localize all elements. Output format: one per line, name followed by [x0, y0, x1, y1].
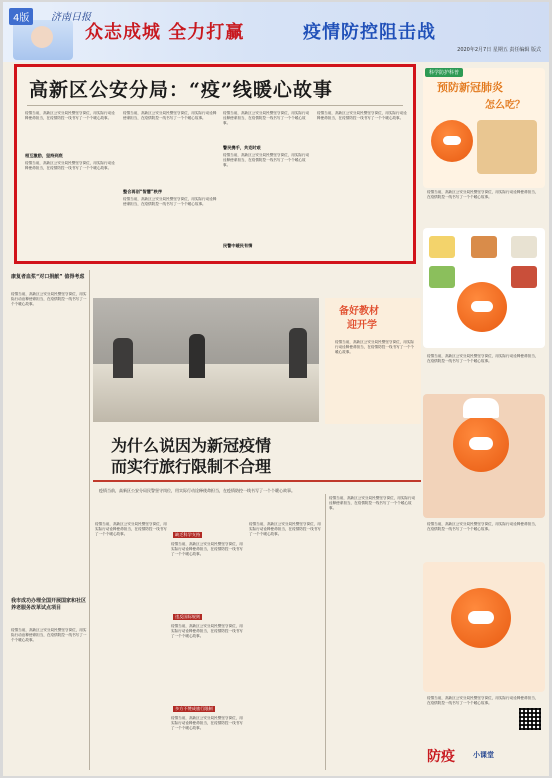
section-head-3: 多方不赞成旅行限制: [175, 706, 213, 711]
lead-body-col4: 疫情当前，高新区公安分局民警坚守岗位，用实际行动诠释使命担当，在疫情防控一线书写了一个个暖心故事。: [317, 111, 407, 121]
chef-hat-icon: [463, 398, 499, 418]
subhead-3: 警民携手，共克时艰: [223, 145, 261, 150]
newspaper-page: [3, 2, 549, 776]
middle-divider: [93, 480, 421, 482]
lead-body-col3b: 疫情当前，高新区公安分局民警坚守岗位，用实际行动诠释使命担当，在疫情防控一线书写了一个个暖心故事。: [223, 153, 310, 168]
subhead-2: 整合再创“智慧”秩序: [123, 189, 163, 194]
slogan-red: 众志成城 全力打赢: [85, 22, 245, 43]
section-head-1: 缺乏科学支持: [175, 532, 201, 537]
middle-body-col2a: 疫情当前，高新区公安分局民警坚守岗位，用实际行动诠释使命担当，在疫情防控一线书写了一个个暖心故事。: [171, 542, 243, 557]
food-icon: [429, 236, 455, 258]
lead-body-col1b: 疫情当前，高新区公安分局民警坚守岗位，用实际行动诠释使命担当，在疫情防控一线书写了一个个暖心故事。: [25, 161, 115, 171]
left-story-1-body: 疫情当前，高新区公安分局民警坚守岗位，用实际行动诠释使命担当，在疫情防控一线书写了一个个暖心故事。: [11, 292, 87, 307]
middle-headline: [111, 435, 271, 477]
headline-divider: [27, 105, 403, 106]
badge-line-2: 迎开学: [347, 320, 377, 331]
lead-body-col2b: 疫情当前，高新区公安分局民警坚守岗位，用实际行动诠释使命担当，在疫情防控一线书写了一个个暖心故事。: [123, 197, 217, 207]
lead-body-col3a: 疫情当前，高新区公安分局民警坚守岗位，用实际行动诠释使命担当，在疫情防控一线书写了一个个暖心故事。: [223, 111, 310, 126]
textbook-body: 疫情当前，高新区公安分局民警坚守岗位，用实际行动诠释使命担当，在疫情防控一线书写了一个个暖心故事。: [335, 340, 415, 355]
left-story-2-title: 我市成功办理全国开展国家和社区养老服务改革试点项目: [11, 598, 87, 611]
middle-headline-line2: 而实行旅行限制不合理: [111, 457, 272, 476]
sidebar-title-2: 怎么吃？: [485, 100, 525, 111]
subhead-4: 民警中暖民有情: [223, 243, 253, 248]
worker-figure: [289, 328, 307, 378]
lead-body-col1a: 疫情当前，高新区公安分局民警坚守岗位，用实际行动诠释使命担当，在疫情防控一线书写了一个个暖心故事。: [25, 111, 115, 121]
food-icon: [429, 266, 455, 288]
badge-line-1: 备好教材: [339, 306, 379, 317]
left-story-2-body: 疫情当前，高新区公安分局民警坚守岗位，用实际行动诠释使命担当，在疫情防控一线书写了一个个暖心故事。: [11, 628, 87, 643]
warehouse-photo: [93, 298, 319, 422]
middle-body-col1: 疫情当前，高新区公安分局民警坚守岗位，用实际行动诠释使命担当，在疫情防控一线书写了一个个暖心故事。: [95, 522, 167, 537]
subhead-1: 相互激励，坚持到底: [25, 153, 63, 158]
left-story-1-title: 康复者血浆“对口捐献” 值得考虑: [11, 274, 85, 280]
middle-right-rule: [325, 494, 326, 770]
exercise-mascot-icon: [451, 588, 511, 648]
food-illustration: [477, 120, 537, 174]
nutrition-sidebar: [423, 68, 545, 772]
section-head-2: 违反国际规则: [175, 614, 201, 619]
paper-name: 济南日报: [51, 12, 91, 23]
sidebar-text-1: 疫情当前，高新区公安分局民警坚守岗位，用实际行动诠释使命担当，在疫情防控一线书写了一个个暖心故事。: [427, 190, 539, 200]
sidebar-tag: 科学防护科普: [425, 68, 463, 77]
sidebar-text-4: 疫情当前，高新区公安分局民警坚守岗位，用实际行动诠释使命担当，在疫情防控一线书写了一个个暖心故事。: [427, 696, 539, 706]
mascot-icon: [431, 120, 473, 162]
right-story-body: 疫情当前，高新区公安分局民警坚守岗位，用实际行动诠释使命担当，在疫情防控一线书写了一个个暖心故事。: [329, 496, 416, 511]
page-number-badge: 4版: [9, 8, 33, 25]
issue-meta: 2020年2月7日 星期五 责任编辑 版式: [457, 47, 541, 53]
footer-logo: 防疫: [427, 749, 455, 765]
food-icon: [511, 236, 537, 258]
mascot-icon: [457, 282, 507, 332]
sidebar-text-2: 疫情当前，高新区公安分局民警坚守岗位，用实际行动诠释使命担当，在疫情防控一线书写了一个个暖心故事。: [427, 354, 539, 364]
middle-lede: 疫情当前，高新区公安分局民警坚守岗位，用实际行动诠释使命担当，在疫情防控一线书写了一个个暖心故事。: [99, 488, 295, 493]
worker-figure: [113, 338, 133, 378]
sidebar-title-1: 预防新冠肺炎: [437, 81, 503, 94]
lead-article-highlight[interactable]: [14, 64, 416, 264]
food-icon: [471, 236, 497, 258]
page-header: [3, 2, 549, 62]
lead-headline: 高新区公安分局：“疫”线暖心故事: [29, 79, 333, 101]
middle-headline-line1: 为什么说因为新冠疫情: [111, 436, 272, 455]
middle-body-col2b: 疫情当前，高新区公安分局民警坚守岗位，用实际行动诠释使命担当，在疫情防控一线书写了一个个暖心故事。: [171, 624, 243, 639]
qr-code-icon[interactable]: [519, 708, 541, 730]
doctor-illustration: [13, 20, 73, 60]
lead-body-col2a: 疫情当前，高新区公安分局民警坚守岗位，用实际行动诠释使命担当，在疫情防控一线书写了一个个暖心故事。: [123, 111, 217, 121]
middle-body-col3: 疫情当前，高新区公安分局民警坚守岗位，用实际行动诠释使命担当，在疫情防控一线书写了一个个暖心故事。: [249, 522, 321, 537]
sidebar-text-3: 疫情当前，高新区公安分局民警坚守岗位，用实际行动诠释使命担当，在疫情防控一线书写了一个个暖心故事。: [427, 522, 539, 532]
footer-subtitle: 小课堂: [473, 751, 494, 759]
left-column-rule: [89, 270, 90, 770]
middle-body-col2c: 疫情当前，高新区公安分局民警坚守岗位，用实际行动诠释使命担当，在疫情防控一线书写了一个个暖心故事。: [171, 716, 243, 731]
worker-figure: [189, 334, 205, 378]
textbook-panel: [325, 298, 421, 424]
food-icon: [511, 266, 537, 288]
slogan-blue: 疫情防控阻击战: [303, 22, 436, 43]
chef-mascot-icon: [453, 416, 509, 472]
